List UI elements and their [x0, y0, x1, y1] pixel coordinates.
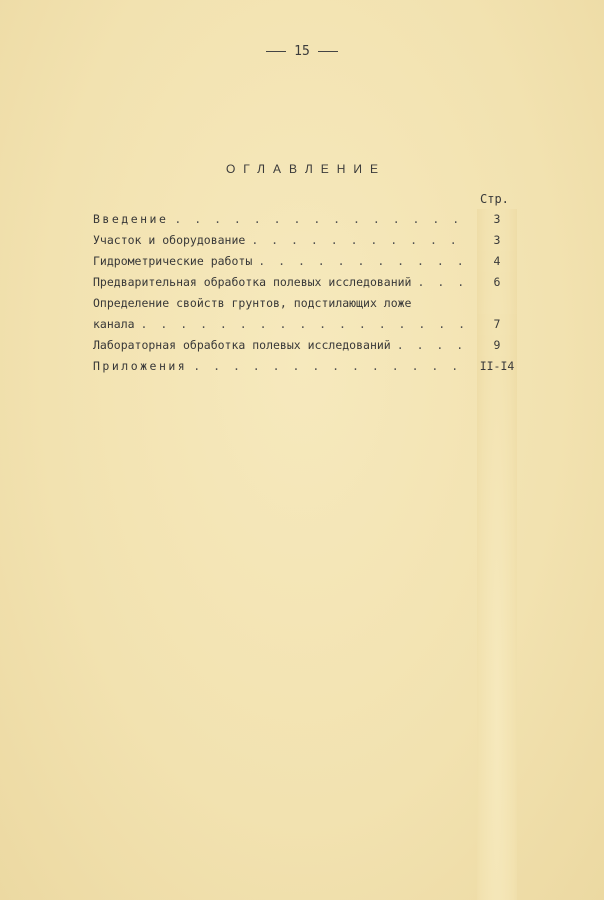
toc-entry-title: Введение — [93, 212, 169, 226]
toc-entry-page: 7 — [477, 314, 517, 900]
toc-entry-page: II-I4 — [477, 356, 517, 900]
dot-leader — [174, 209, 471, 230]
toc-entry-title: Лабораторная обработка полевых исследований — [93, 338, 391, 352]
toc-entry-site-equipment — [93, 230, 517, 251]
dot-leader — [251, 230, 471, 251]
page-number — [0, 44, 604, 59]
dot-leader — [418, 272, 472, 293]
toc-entry-page: 9 — [477, 335, 517, 900]
toc-entry-title: канала — [93, 317, 135, 331]
dot-leader — [141, 314, 471, 335]
toc-entry-page: 6 — [477, 272, 517, 900]
toc-entry-soil-properties-line1 — [93, 293, 517, 314]
toc-entry-title: Участок и оборудование — [93, 233, 246, 247]
toc-entry-title: Определение свойств грунтов, подстилающих ложе — [93, 296, 412, 310]
toc-entry-title: Предварительная обработка полевых исследований — [93, 275, 412, 289]
toc-entry-title: Гидрометрические работы — [93, 254, 253, 268]
toc-entry-appendices — [93, 356, 517, 377]
toc-entry-soil-properties-line2 — [93, 314, 517, 335]
page-column-label: Стр. — [480, 192, 509, 206]
toc-entry-page: 3 — [477, 209, 517, 900]
toc-entry-page: 3 — [477, 230, 517, 900]
toc-entry-laboratory-processing — [93, 335, 517, 356]
dot-leader — [258, 251, 471, 272]
dash-left — [266, 51, 286, 52]
toc-entry-introduction — [93, 209, 517, 230]
toc-entry-title: Приложения — [93, 359, 188, 373]
dash-right — [318, 51, 338, 52]
toc-entry-hydrometric-works — [93, 251, 517, 272]
toc-entry-page: 4 — [477, 251, 517, 900]
toc-entry-preliminary-processing — [93, 272, 517, 293]
toc-title: ОГЛАВЛЕНИЕ — [225, 162, 387, 176]
dot-leader — [193, 356, 471, 377]
table-of-contents — [93, 209, 517, 377]
dot-leader — [397, 335, 471, 356]
page-number-value: 15 — [294, 44, 310, 59]
